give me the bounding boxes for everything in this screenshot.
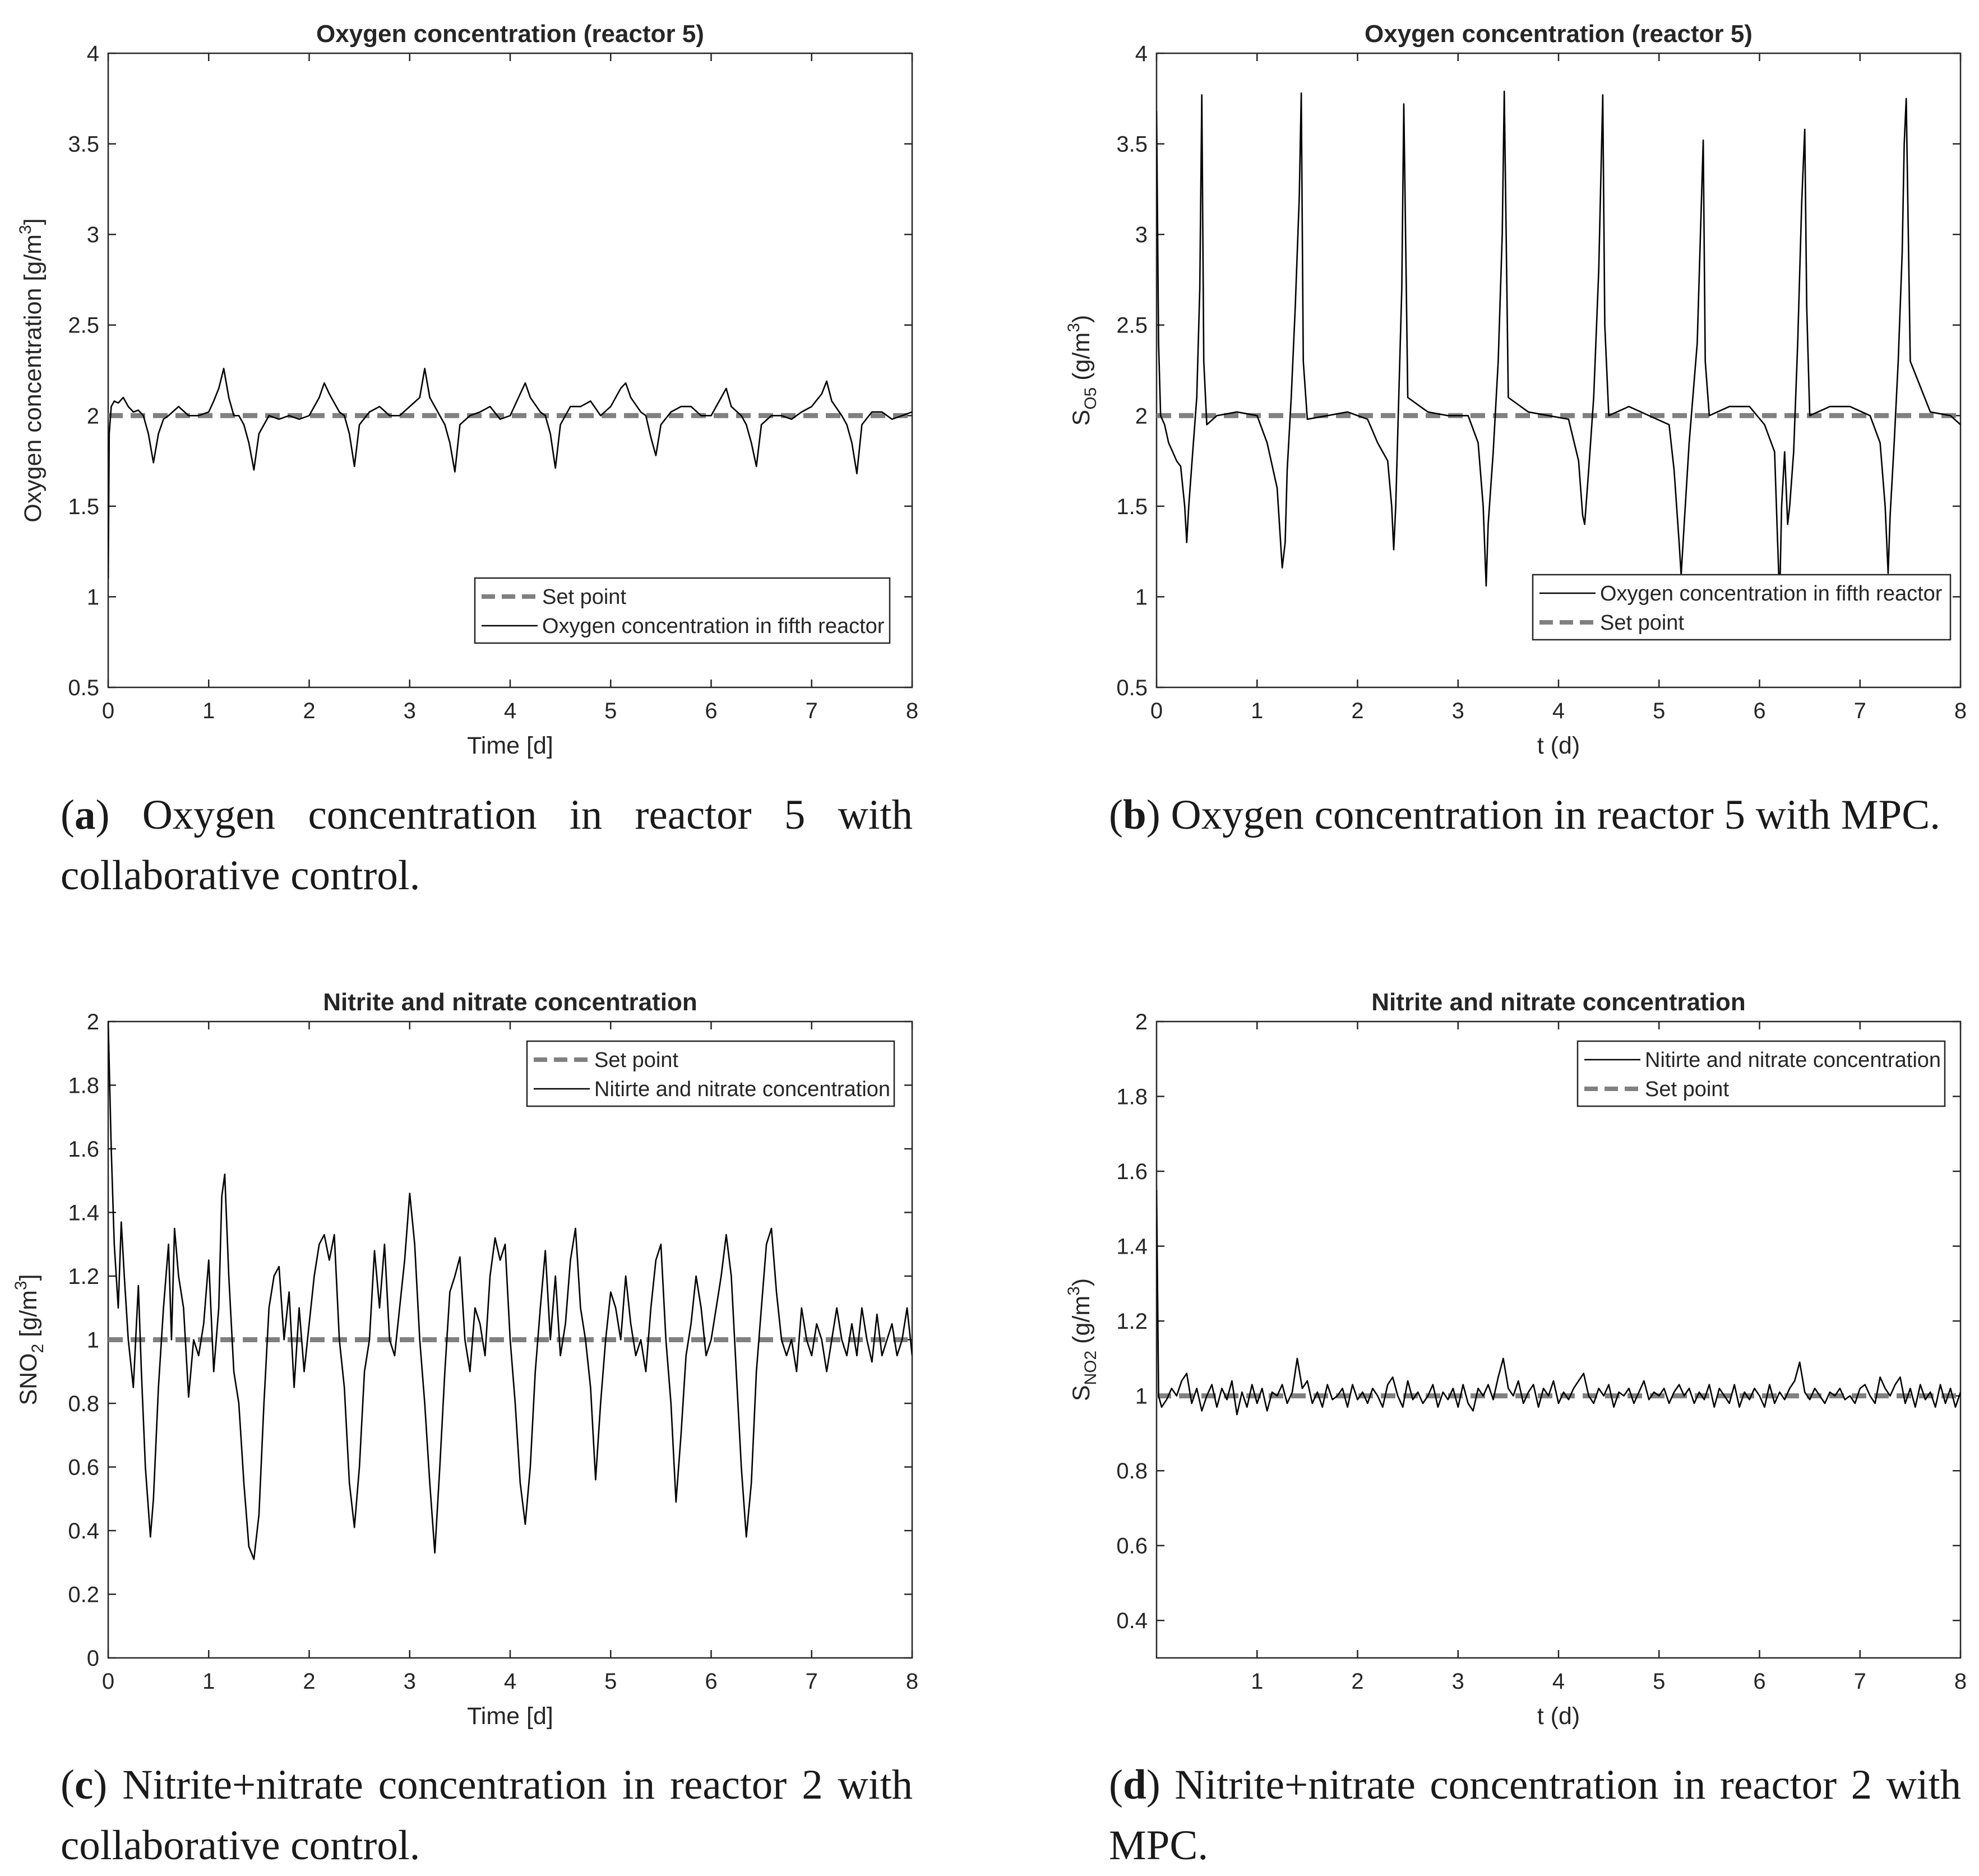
y-axis-label-part: NO2 — [1081, 1350, 1100, 1385]
caption-c: (c) Nitrite+nitrate concentration in reactor 2 with collaborative control. — [61, 1762, 913, 1869]
x-tick-label: 6 — [1753, 699, 1766, 723]
x-tick-label: 3 — [403, 699, 416, 723]
x-tick-label: 7 — [1853, 699, 1866, 723]
y-tick-label: 1 — [86, 585, 99, 610]
y-tick-label: 2 — [1135, 1010, 1148, 1034]
y-tick-label: 1.2 — [1116, 1309, 1148, 1334]
x-tick-label: 5 — [604, 699, 617, 723]
y-tick-label: 1.6 — [1116, 1159, 1148, 1185]
y-tick-label: 1.4 — [68, 1200, 99, 1226]
x-tick-label: 8 — [1954, 699, 1967, 723]
x-tick-label: 7 — [805, 699, 818, 723]
chart-title: Oxygen concentration (reactor 5) — [316, 20, 704, 48]
y-tick-label: 0.4 — [68, 1519, 99, 1544]
x-tick-label: 6 — [705, 1669, 718, 1694]
x-tick-label: 0 — [101, 699, 115, 723]
caption-a-label: a — [74, 792, 96, 838]
x-tick-label: 6 — [705, 699, 718, 723]
y-tick-label: 0 — [86, 1646, 99, 1671]
caption-c-label: c — [74, 1762, 94, 1808]
y-tick-label: 3 — [1135, 223, 1148, 248]
x-tick-label: 5 — [1653, 699, 1666, 723]
caption-d-text: Nitrite+nitrate concentration in reactor 2 with MPC. — [1109, 1762, 1961, 1869]
x-tick-label: 7 — [1853, 1669, 1866, 1694]
y-axis-label-part: Oxygen concentration [g/m — [20, 234, 47, 523]
chart-b — [1065, 20, 1967, 759]
chart-title: Nitrite and nitrate concentration — [1371, 988, 1746, 1016]
x-tick-label: 3 — [1451, 1669, 1464, 1694]
x-tick-label: 8 — [1954, 1669, 1967, 1694]
legend-label: Set point — [1600, 611, 1684, 635]
x-tick-label: 5 — [604, 1669, 617, 1694]
y-tick-label: 2 — [1135, 404, 1148, 429]
x-tick-label: 4 — [503, 699, 517, 723]
y-tick-label: 3.5 — [1116, 132, 1148, 157]
x-tick-label: 3 — [1451, 699, 1464, 723]
chart-title: Oxygen concentration (reactor 5) — [1365, 20, 1753, 48]
legend-label: Set point — [594, 1048, 678, 1072]
x-tick-label: 4 — [1552, 699, 1565, 723]
y-tick-label: 1.5 — [68, 494, 99, 519]
x-tick-label: 2 — [303, 699, 316, 723]
caption-b-text: Oxygen concentration in reactor 5 with MPC. — [1171, 792, 1941, 838]
y-axis-label — [1065, 1278, 1100, 1401]
x-tick-label: 1 — [1251, 1669, 1264, 1694]
y-axis-label-part: 3 — [12, 1281, 30, 1291]
y-axis-label-part: (g/m — [1068, 1295, 1095, 1351]
y-axis-label — [12, 1274, 47, 1405]
x-tick-label: 1 — [1251, 699, 1264, 723]
y-tick-label: 1.5 — [1116, 494, 1148, 519]
y-tick-label: 0.4 — [1116, 1609, 1148, 1634]
y-axis-label-part: ) — [1068, 1278, 1095, 1287]
y-tick-label: 2.5 — [68, 313, 99, 338]
caption-a: (a) Oxygen concentration in reactor 5 with collaborative control. — [61, 792, 913, 899]
caption-d-label: d — [1122, 1762, 1146, 1808]
y-tick-label: 0.5 — [68, 676, 99, 700]
y-tick-label: 1 — [1135, 585, 1148, 610]
y-axis-label — [1065, 315, 1100, 426]
y-tick-label: 1.8 — [1116, 1084, 1148, 1110]
y-tick-label: 0.2 — [68, 1582, 99, 1607]
y-axis-label-part: SNO — [15, 1353, 42, 1406]
y-tick-label: 2 — [86, 1010, 99, 1034]
y-axis-label-part: (g/m — [1068, 332, 1095, 387]
x-axis-label: t (d) — [1537, 732, 1580, 759]
y-tick-label: 2 — [86, 404, 99, 429]
y-axis-label-part: ] — [15, 1274, 42, 1281]
y-axis-label-part: [g/m — [15, 1290, 42, 1344]
chart-title: Nitrite and nitrate concentration — [323, 988, 697, 1016]
x-tick-label: 1 — [202, 699, 215, 723]
y-tick-label: 3 — [86, 223, 99, 248]
y-tick-label: 3.5 — [68, 132, 99, 157]
x-tick-label: 8 — [905, 1669, 919, 1694]
y-tick-label: 1.8 — [68, 1073, 99, 1098]
y-axis-label — [16, 218, 47, 523]
y-tick-label: 4 — [86, 41, 99, 66]
x-tick-label: 2 — [303, 1669, 316, 1694]
x-tick-label: 0 — [1150, 699, 1163, 723]
y-axis-label-part: 3 — [1065, 1286, 1083, 1296]
caption-d: (d) Nitrite+nitrate concentration in reactor 2 with MPC. — [1109, 1762, 1961, 1869]
y-tick-label: 4 — [1135, 41, 1148, 66]
y-tick-label: 0.6 — [68, 1455, 99, 1480]
y-axis-label-part: ) — [1068, 315, 1095, 323]
y-axis-label-part: 3 — [1065, 322, 1083, 332]
y-tick-label: 2.5 — [1116, 313, 1148, 338]
x-tick-label: 2 — [1351, 699, 1364, 723]
chart-a — [16, 20, 918, 759]
legend-label: Nitirte and nitrate concentration — [594, 1078, 891, 1101]
y-tick-label: 0.8 — [68, 1392, 99, 1416]
chart-d — [1065, 988, 1967, 1730]
chart-c — [12, 988, 918, 1730]
x-tick-label: 5 — [1653, 1669, 1666, 1694]
caption-b: (b) Oxygen concentration in reactor 5 with MPC. — [1109, 792, 1941, 838]
y-tick-label: 0.6 — [1116, 1533, 1148, 1559]
legend-label: Oxygen concentration in fifth reactor — [542, 614, 885, 638]
y-tick-label: 1.4 — [1116, 1234, 1148, 1259]
y-axis-label-part: ] — [20, 218, 47, 225]
x-tick-label: 0 — [101, 1669, 115, 1694]
x-tick-label: 4 — [503, 1669, 517, 1694]
plot-frame — [1157, 1022, 1960, 1658]
y-tick-label: 1.2 — [68, 1264, 99, 1289]
y-tick-label: 1.6 — [68, 1137, 99, 1162]
y-axis-label-part: O5 — [1081, 387, 1100, 410]
x-tick-label: 7 — [805, 1669, 818, 1694]
x-tick-label: 2 — [1351, 1669, 1364, 1694]
y-axis-label-part: S — [1068, 409, 1095, 426]
y-tick-label: 0.8 — [1116, 1459, 1148, 1484]
y-axis-label-part: S — [1068, 1385, 1095, 1402]
x-tick-label: 3 — [403, 1669, 416, 1694]
x-tick-label: 8 — [905, 699, 919, 723]
x-axis-label: Time [d] — [467, 732, 553, 759]
y-tick-label: 0.5 — [1116, 676, 1148, 700]
x-tick-label: 4 — [1552, 1669, 1565, 1694]
legend-label: Nitirte and nitrate concentration — [1645, 1048, 1941, 1072]
legend-label: Oxygen concentration in fifth reactor — [1600, 582, 1943, 606]
x-tick-label: 6 — [1753, 1669, 1766, 1694]
y-axis-label-part: 3 — [16, 225, 35, 234]
caption-b-label: b — [1122, 792, 1146, 838]
x-axis-label: Time [d] — [467, 1703, 553, 1730]
caption-a-text: Oxygen concentration in reactor 5 with collaborative control. — [61, 792, 913, 899]
legend-label: Set point — [1645, 1078, 1729, 1101]
x-axis-label: t (d) — [1537, 1703, 1580, 1730]
y-tick-label: 1 — [86, 1328, 99, 1353]
x-tick-label: 1 — [202, 1669, 215, 1694]
y-axis-label-part: 2 — [29, 1343, 47, 1353]
y-tick-label: 1 — [1135, 1384, 1148, 1409]
caption-c-text: Nitrite+nitrate concentration in reactor 2 with collaborative control. — [61, 1762, 913, 1869]
legend-label: Set point — [542, 585, 626, 609]
